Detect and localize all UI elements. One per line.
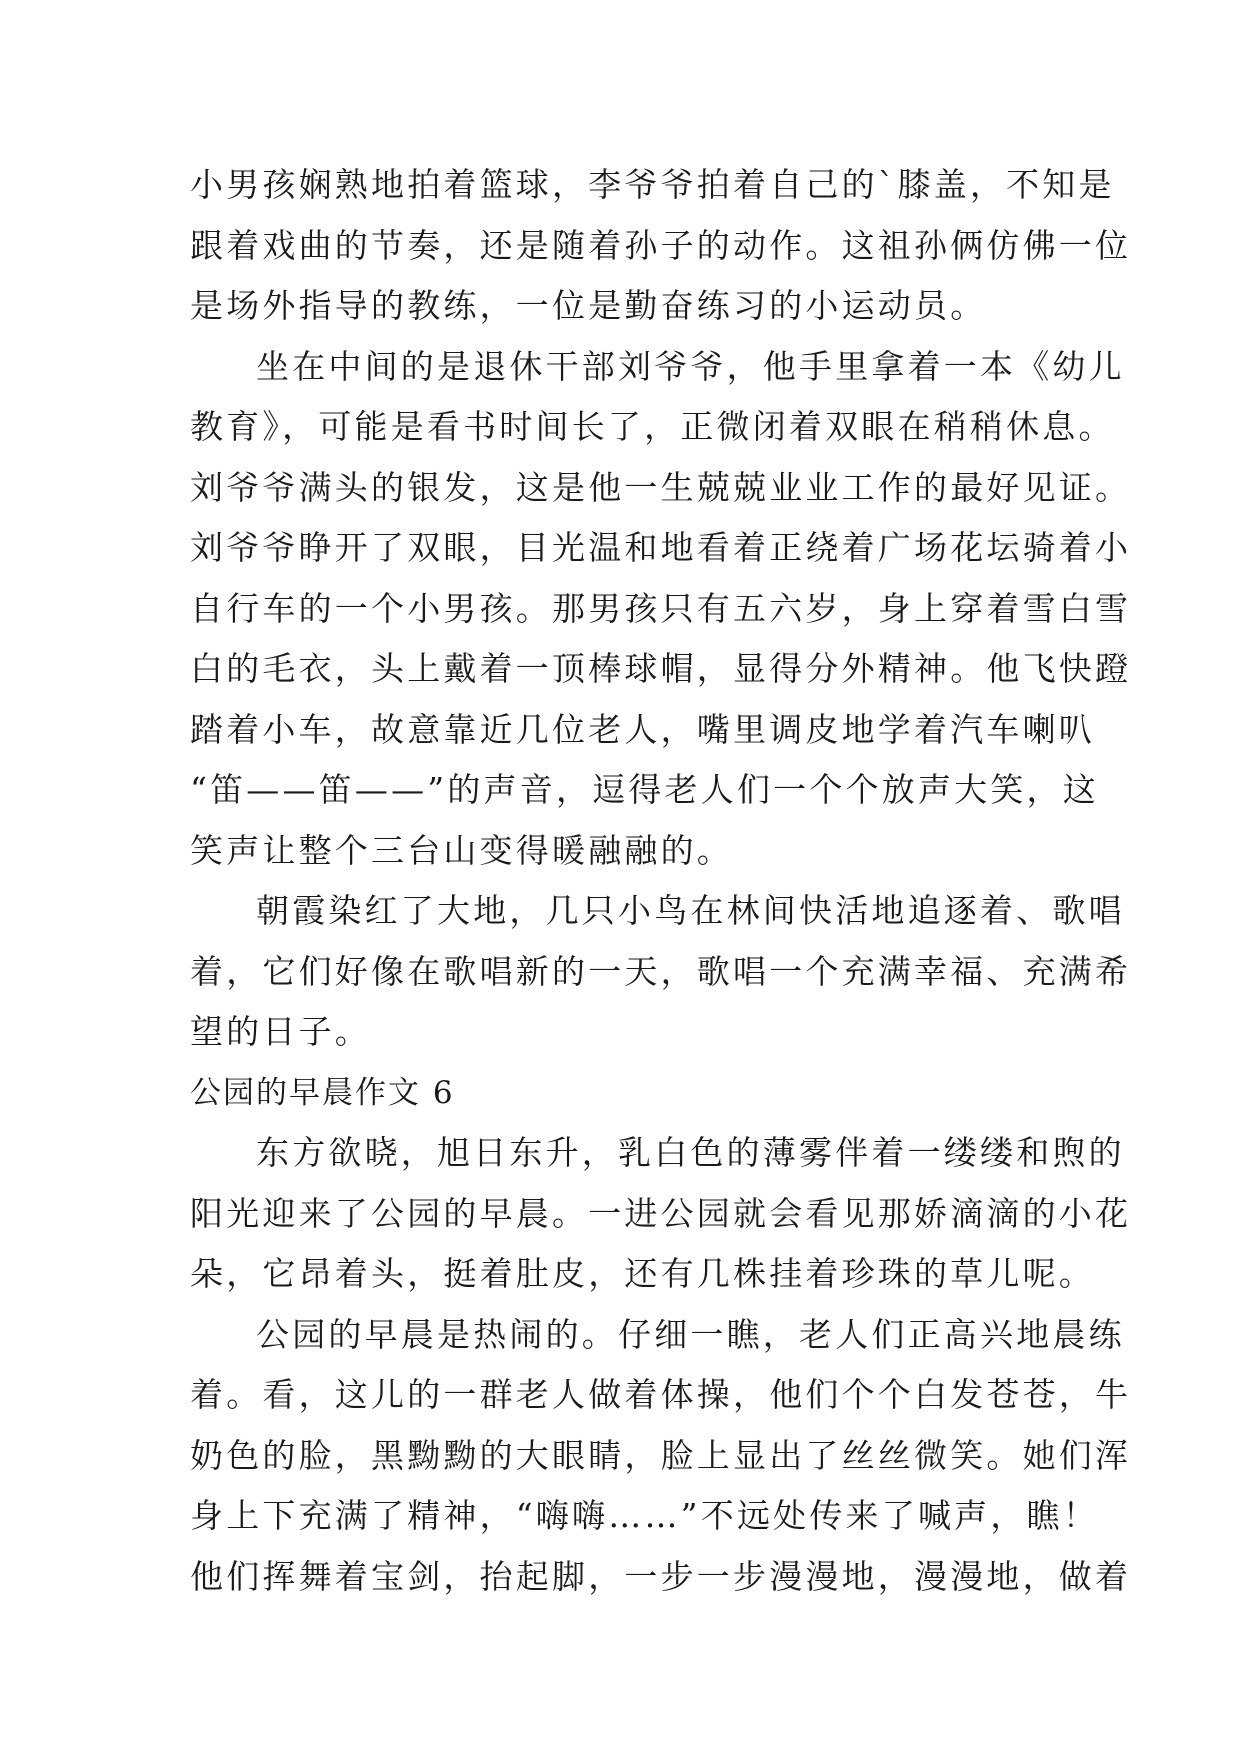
document-page	[190, 155, 1132, 1607]
paragraph-line: “笛——笛——”的声音，逗得老人们一个个放声大笑，这	[190, 770, 1099, 809]
paragraph-line: 笑声让整个三台山变得暖融融的。	[190, 830, 733, 870]
paragraph-line: 公园的早晨是热闹的。仔细一瞧，老人们正高兴地晨练	[256, 1314, 1125, 1354]
paragraph-line: 跟着戏曲的节奏，还是随着孙子的动作。这祖孙俩仿佛一位	[190, 225, 1132, 265]
paragraph-line: 望的日子。	[190, 1012, 371, 1051]
paragraph-line: 朵，它昂着头，挺着肚皮，还有几株挂着珍珠的草儿呢。	[190, 1254, 1095, 1293]
paragraph-line: 白的毛衣，头上戴着一顶棒球帽，显得分外精神。他飞快蹬	[190, 649, 1132, 688]
paragraph-line: 刘爷爷满头的银发，这是他一生兢兢业业工作的最好见证。	[190, 467, 1132, 507]
paragraph-line: 刘爷爷睁开了双眼，目光温和地看着正绕着广场花坛骑着小	[190, 528, 1132, 567]
paragraph-line: 教育》，可能是看书时间长了，正微闭着双眼在稍稍休息。	[190, 407, 1115, 446]
paragraph-line: 身上下充满了精神，“嗨嗨……”不远处传来了喊声，瞧！	[190, 1496, 1099, 1535]
paragraph-line: 着。看，这儿的一群老人做着体操，他们个个白发苍苍，牛	[190, 1375, 1132, 1414]
paragraph-line: 坐在中间的是退休干部刘爷爷，他手里拿着一本《幼儿	[256, 346, 1125, 386]
paragraph-line: 朝霞染红了大地，几只小鸟在林间快活地追逐着、歌唱	[256, 891, 1125, 930]
paragraph-line: 他们挥舞着宝剑，抬起脚，一步一步漫漫地，漫漫地，做着	[190, 1556, 1132, 1596]
paragraph-line: 踏着小车，故意靠近几位老人，嘴里调皮地学着汽车喇叭	[190, 709, 1095, 749]
paragraph-line: 是场外指导的教练，一位是勤奋练习的小运动员。	[190, 286, 987, 325]
paragraph-line: 小男孩娴熟地拍着篮球，李爷爷拍着自己的`膝盖，不知是	[190, 165, 1115, 204]
paragraph-line: 自行车的一个小男孩。那男孩只有五六岁，身上穿着雪白雪	[190, 588, 1132, 628]
paragraph-line: 阳光迎来了公园的早晨。一进公园就会看见那娇滴滴的小花	[190, 1193, 1132, 1233]
paragraph-line: 着，它们好像在歌唱新的一天，歌唱一个充满幸福、充满希	[190, 951, 1132, 991]
section-heading: 公园的早晨作文 6	[190, 1074, 455, 1111]
paragraph-line: 东方欲晓，旭日东升，乳白色的薄雾伴着一缕缕和煦的	[256, 1133, 1125, 1172]
paragraph-line: 奶色的脸，黑黝黝的大眼睛，脸上显出了丝丝微笑。她们浑	[190, 1435, 1132, 1475]
